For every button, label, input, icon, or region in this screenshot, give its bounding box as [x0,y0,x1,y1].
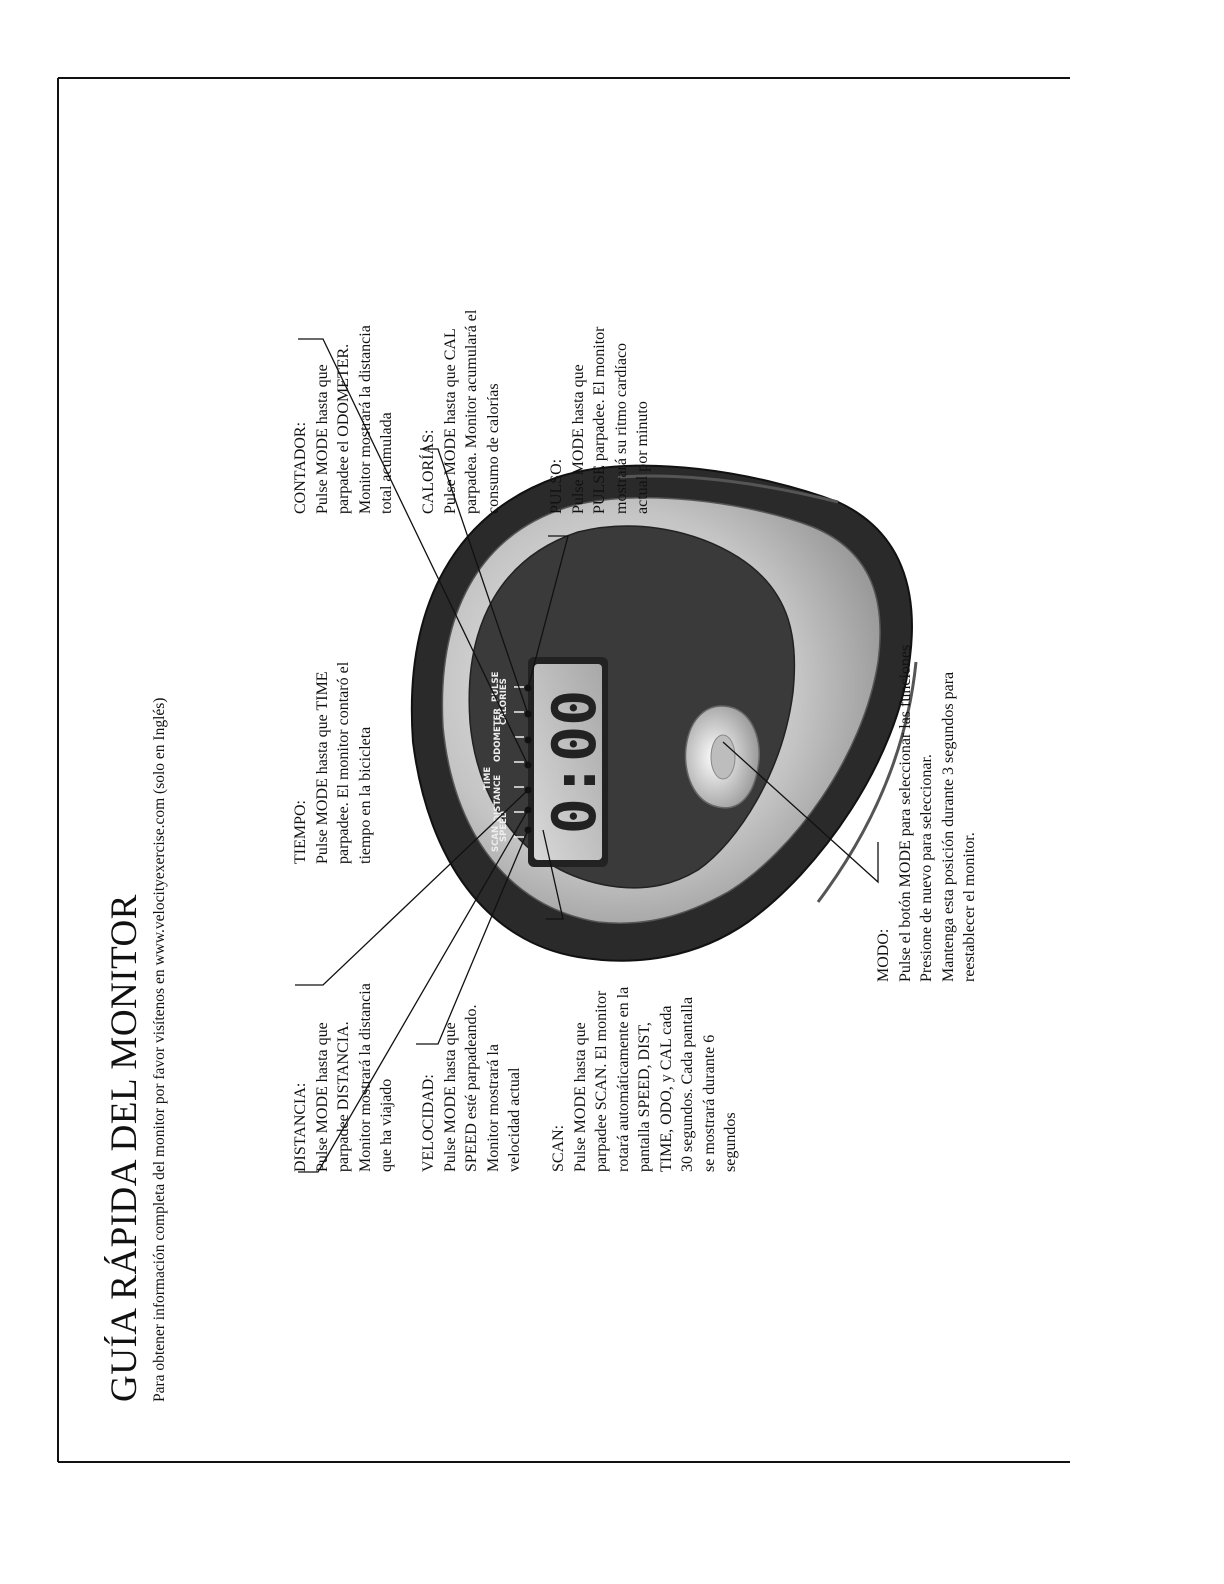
page-title: GUÍA RÁPIDA DEL MONITOR [104,894,145,1402]
callout-modo [873,645,981,982]
callout-distancia-line: Monitor mostrará la distancia [356,983,374,1172]
callout-scan-line: parpadee SCAN. El monitor [593,990,610,1172]
rotated-content [58,78,1068,1462]
callout-scan-line: segundos [722,1112,739,1172]
callout-distancia-line: Pulse MODE hasta que [313,1022,331,1172]
lcd-digits: 0:00 [540,689,610,835]
callout-contador-heading: CONTADOR: [292,421,309,514]
callout-scan-line: Pulse MODE hasta que [571,1022,589,1172]
callout-modo-line: Mantenga esta posición durante 3 segundos para [939,671,957,982]
callout-pulso-line: Pulse MODE hasta que [569,364,587,514]
callout-contador-line: total acumulada [378,412,395,514]
callout-velocidad-line: velocidad actual [506,1067,523,1172]
callout-distancia-heading: DISTANCIA: [292,1082,309,1172]
callout-tiempo [290,662,376,864]
callout-scan-line: rotará automáticamente en la [614,986,632,1172]
callout-tiempo-line: tiempo en la bicicleta [356,726,374,864]
callout-tiempo-heading: TIEMPO: [292,800,309,864]
callout-contador [290,325,398,514]
callout-contador-line: Pulse MODE hasta que [313,364,331,514]
callout-calorias-line: parpadea. Monitor acumulará el [463,309,480,514]
callout-distancia-line: que ha viajado [378,1078,395,1172]
label-pulse: PULSE [491,671,501,702]
callout-pulso [546,326,654,514]
callout-tiempo-line: Pulse MODE hasta que TIME [313,671,331,864]
mode-button-center-icon [711,735,735,779]
callout-contador-line: Monitor mostrará la distancia [356,325,374,514]
callout-modo-heading: MODO: [875,928,892,982]
callout-distancia-line: parpadee DISTANCIA. [335,1021,352,1172]
page-subtitle: Para obtener información completa del monitor por favor visítenos en www.velocityexercise.com (solo en Inglés) [151,697,168,1402]
callout-velocidad-line: SPEED esté parpadeando. [463,1004,480,1172]
label-speed: SPEED [499,810,509,842]
callout-velocidad-heading: VELOCIDAD: [420,1074,437,1172]
label-calories: CALORIES [499,678,509,725]
callout-pulso-line: actual por minuto [634,401,651,514]
callout-scan-line: TIME, ODO, y CAL cada [657,1005,675,1172]
label-time: TIME [483,766,493,790]
callout-tiempo-line: parpadee. El monitor contaró el [335,661,352,864]
callout-pulso-line: PULSE parpadee. El monitor [591,326,608,514]
callout-contador-line: parpadee el ODOMETER. [335,343,352,514]
callout-velocidad-line: Monitor mostrará la [484,1044,502,1172]
callout-scan-line: pantalla SPEED, DIST, [636,1022,653,1172]
callout-distancia [290,983,398,1172]
callout-calorias-line: consumo de calorías [484,383,502,514]
callout-velocidad [418,1004,526,1172]
label-distance: DISTANCE [493,774,503,822]
callout-scan-heading: SCAN: [550,1124,567,1172]
callout-modo-line: Presione de nuevo para seleccionar. [918,754,935,982]
callout-modo-line: reestablecer el monitor. [961,832,978,982]
callout-calorias [418,310,504,514]
callout-calorias-heading: CALORÍAS: [420,429,437,514]
label-scan: SCAN [491,825,501,852]
label-odometer: ODOMETER [493,708,503,762]
callout-modo-line: Pulse el botón MODE para seleccionar las funciones [896,644,914,982]
callout-scan [548,987,742,1172]
callout-velocidad-line: Pulse MODE hasta que [441,1022,459,1172]
callout-calorias-line: Pulse MODE hasta que CAL [441,328,459,514]
callout-pulso-heading: PULSO: [548,458,565,514]
callout-scan-line: 30 segundos. Cada pantalla [679,996,696,1172]
callout-scan-line: se mostrará durante 6 [700,1034,718,1172]
callout-pulso-line: mostrará su ritmo cardíaco [612,342,630,514]
